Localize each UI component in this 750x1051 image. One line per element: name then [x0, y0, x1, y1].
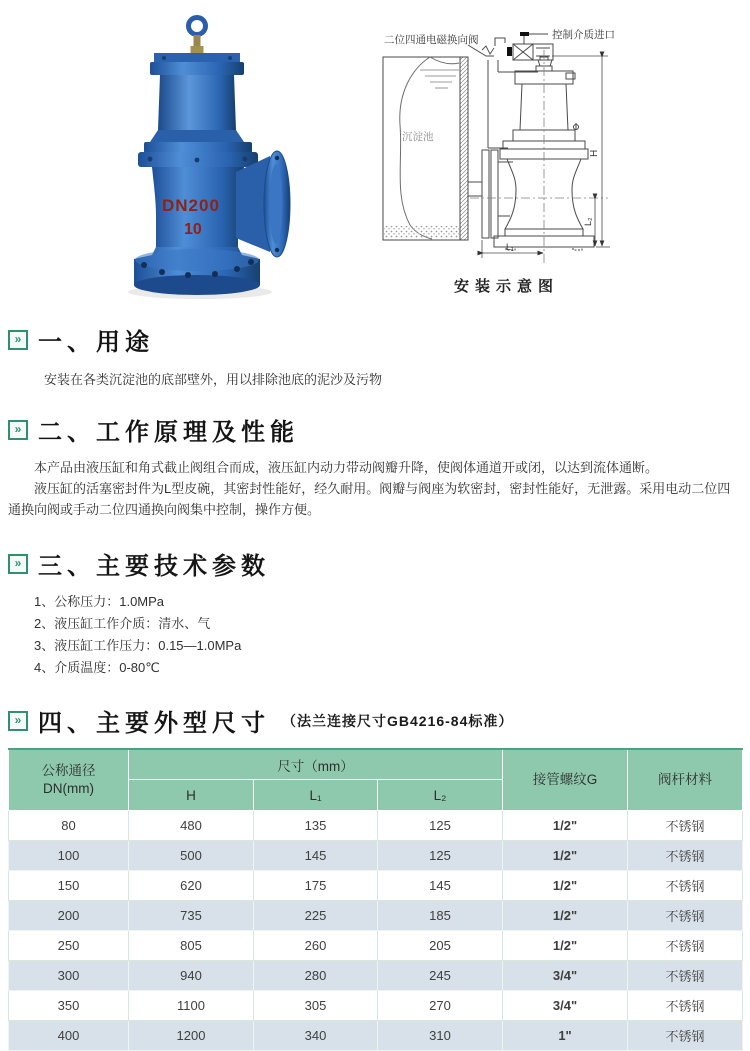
tech-param-item: 2、液压缸工作介质：清水、气: [34, 616, 211, 631]
dimensions-table: [8, 748, 743, 1051]
table-cell: 1/2": [503, 871, 628, 901]
col-header-l2: L₂: [378, 780, 503, 811]
table-cell: 1/2": [503, 901, 628, 931]
table-cell: 1/2": [503, 931, 628, 961]
dim-label-h: H: [589, 149, 600, 157]
table-cell: 1/2": [503, 841, 628, 871]
table-cell: 185: [378, 901, 503, 931]
tank-outline: [383, 57, 468, 240]
table-cell: 310: [378, 1021, 503, 1051]
table-row: [9, 811, 743, 841]
tank-wall-hatched: [460, 57, 468, 240]
table-cell: 245: [378, 961, 503, 991]
table-cell: 125: [378, 811, 503, 841]
table-row: [9, 931, 743, 961]
table-cell: 300: [9, 961, 129, 991]
col-header-dn: 公称通径 DN(mm): [9, 749, 129, 811]
table-cell: 200: [9, 901, 129, 931]
table-cell: 不锈钢: [628, 961, 743, 991]
table-cell: 135: [254, 811, 378, 841]
section-subtitle-dimensions: （法兰连接尺寸GB4216-84标准）: [282, 712, 514, 729]
table-cell: 735: [129, 901, 254, 931]
table-cell: 350: [9, 991, 129, 1021]
table-row: [9, 1021, 743, 1051]
table-cell: 400: [9, 1021, 129, 1051]
table-cell: 305: [254, 991, 378, 1021]
dimension-h: [552, 56, 610, 247]
section-title-parameters: 三、主要技术参数: [38, 553, 270, 580]
section-bullet-icon: »: [8, 554, 28, 574]
section-bullet-icon: »: [8, 711, 28, 731]
control-inlet-marker: [520, 32, 529, 36]
section-title-usage: 一、用途: [38, 329, 154, 356]
table-cell: 175: [254, 871, 378, 901]
tank-floor-dots: [384, 226, 460, 238]
table-cell: 不锈钢: [628, 901, 743, 931]
section-principle: [0, 412, 750, 520]
tech-param-item: 4、介质温度：0-80℃: [34, 660, 160, 675]
tech-params-list: [34, 591, 742, 679]
table-cell: 205: [378, 931, 503, 961]
dim-label-l1: L₁: [506, 242, 515, 252]
valve-marking-pn: 10: [184, 221, 202, 238]
pipe-flange-2: [491, 150, 498, 238]
table-cell: 100: [9, 841, 129, 871]
table-cell: 480: [129, 811, 254, 841]
table-cell: 不锈钢: [628, 811, 743, 841]
table-cell: 1/2": [503, 811, 628, 841]
col-header-size-group: 尺寸（mm）: [129, 749, 503, 780]
col-header-stem: 阀杆材料: [628, 749, 743, 811]
table-cell: 225: [254, 901, 378, 931]
section-parameters: [0, 546, 750, 679]
tank-label: 沉淀池: [402, 131, 434, 143]
table-cell: 500: [129, 841, 254, 871]
installation-diagram: [370, 10, 745, 305]
control-inlet-label: 控制介质进口: [552, 29, 615, 41]
table-cell: 不锈钢: [628, 871, 743, 901]
pipe-flange-1: [482, 150, 489, 238]
table-cell: 250: [9, 931, 129, 961]
section-bullet-icon: »: [8, 420, 28, 440]
col-header-l1: L₁: [254, 780, 378, 811]
section-dimensions: [0, 703, 750, 738]
table-cell: 145: [378, 871, 503, 901]
table-cell: 125: [378, 841, 503, 871]
usage-text: 安装在各类沉淀池的底部壁外，用以排除池底的泥沙及污物: [44, 372, 383, 387]
table-cell: 不锈钢: [628, 841, 743, 871]
water-level-lines: [420, 70, 459, 88]
section-title-dimensions: 四、主要外型尺寸: [38, 710, 270, 737]
table-cell: 805: [129, 931, 254, 961]
section-usage: [0, 322, 750, 388]
table-cell: 270: [378, 991, 503, 1021]
table-cell: 不锈钢: [628, 931, 743, 961]
table-cell: 340: [254, 1021, 378, 1051]
table-cell: 不锈钢: [628, 991, 743, 1021]
tech-param-item: 3、液压缸工作压力：0.15—1.0MPa: [34, 638, 242, 653]
table-cell: 1200: [129, 1021, 254, 1051]
solenoid-valve-label: 二位四通电磁换向阀: [384, 34, 479, 46]
top-illustrations: [0, 0, 750, 308]
table-row: [9, 871, 743, 901]
table-cell: 80: [9, 811, 129, 841]
table-cell: 1100: [129, 991, 254, 1021]
section-bullet-icon: »: [8, 330, 28, 350]
table-cell: 3/4": [503, 991, 628, 1021]
table-cell: 940: [129, 961, 254, 991]
eye-bolt-icon: [189, 18, 206, 35]
col-header-thread: 接管螺纹G: [503, 749, 628, 811]
table-cell: 不锈钢: [628, 1021, 743, 1051]
principle-paragraph-1: 本产品由液压缸和角式截止阀组合而成，液压缸内动力带动阀瓣升降，使阀体通道开或闭，以达到流体通断。: [34, 460, 659, 475]
table-cell: 1": [503, 1021, 628, 1051]
principle-paragraph-2: 液压缸的活塞密封件为L型皮碗，其密封性能好，经久耐用。阀瓣与阀座为软密封，密封性能好，无泄露。采用电动二位四通换向阀或手动二位四通换向阀集中控制，操作方便。: [8, 481, 731, 517]
table-cell: 280: [254, 961, 378, 991]
table-row: [9, 901, 743, 931]
table-cell: 145: [254, 841, 378, 871]
valve-marking-dn: DN200: [162, 196, 220, 215]
table-cell: 260: [254, 931, 378, 961]
product-photo-valve: [120, 6, 320, 302]
table-row: [9, 961, 743, 991]
diagram-caption: 安装示意图: [454, 278, 560, 295]
section-title-principle: 二、工作原理及性能: [38, 419, 299, 446]
col-header-h: H: [129, 780, 254, 811]
table-cell: 620: [129, 871, 254, 901]
table-row: [9, 841, 743, 871]
table-row: [9, 991, 743, 1021]
table-cell: 3/4": [503, 961, 628, 991]
dim-label-l2: L₂: [583, 217, 593, 226]
table-cell: 150: [9, 871, 129, 901]
tech-param-item: 1、公称压力：1.0MPa: [34, 594, 165, 609]
